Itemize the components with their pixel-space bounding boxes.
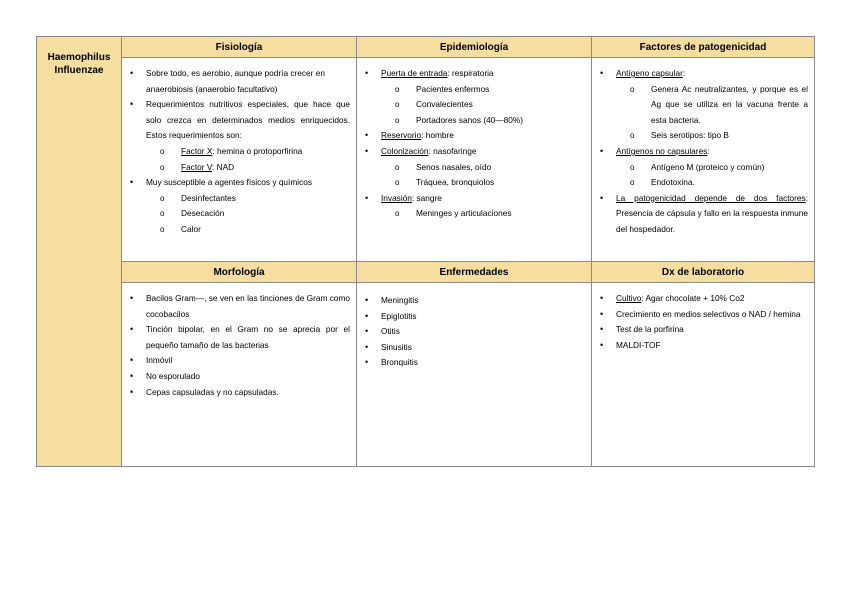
list-item: o Factor X: hemina o protoporfirina [146, 144, 350, 160]
list-item: • Bacilos Gram—, se ven en las tinciones de Gram como cocobacilos [126, 291, 350, 322]
list-item: • Epiglotitis [361, 309, 585, 325]
list-item: o Genera Ac neutralizantes, y porque es el Ag que se utiliza en la vacuna frente a esta bacteria. [616, 82, 808, 129]
fisiologia-cell [122, 58, 357, 262]
list-item: • Colonización: nasofaringe o Senos nasales, oído o Tráquea, bronquiolos [361, 144, 585, 191]
list-item: o Antígeno M (proteico y común) [616, 160, 808, 176]
list-item: • Muy susceptible a agentes físicos y químicos o Desinfectantes o Desecación o Calor [126, 175, 350, 237]
list-item: o Pacientes enfermos [381, 82, 585, 98]
header-factores: Factores de patogenicidad [592, 37, 815, 58]
list-item: • Requerimientos nutritivos especiales, que hace que solo crezca en determinados medios enriquecidos. Estos requerimientos son: o Factor X: hemina o protoporfirina o Factor V: NAD [126, 97, 350, 175]
list-item: • Antígenos no capsulares: o Antígeno M (proteico y común) o Endotoxina. [596, 144, 808, 191]
list-item: o Senos nasales, oído [381, 160, 585, 176]
list-item: • Invasión: sangre o Meninges y articulaciones [361, 191, 585, 222]
list-item: • Puerta de entrada: respiratoria o Pacientes enfermos o Convalecientes o Portadores sanos (40—80%) [361, 66, 585, 128]
list-item: • Antígeno capsular: o Genera Ac neutralizantes, y porque es el Ag que se utiliza en la vacuna frente a esta bacteria. o Seis serotipos: tipo B [596, 66, 808, 144]
list-item: o Portadores sanos (40—80%) [381, 113, 585, 129]
enfermedades-cell [357, 283, 592, 467]
dx-cell [592, 283, 815, 467]
factores-cell [592, 58, 815, 262]
list-item: • La patogenicidad depende de dos factores: Presencia de cápsula y fallo en la respuesta inmune del hospedador. [596, 191, 808, 238]
list-item: • Bronquitis [361, 355, 585, 371]
header-enfermedades: Enfermedades [357, 262, 592, 283]
list-item: o Factor V: NAD [146, 160, 350, 176]
morfologia-cell [122, 283, 357, 467]
list-item: o Convalecientes [381, 97, 585, 113]
list-item: • Sinusitis [361, 340, 585, 356]
header-dx: Dx de laboratorio [592, 262, 815, 283]
list-item: • MALDI-TOF [596, 338, 808, 354]
list-item: • Cepas capsuladas y no capsuladas. [126, 385, 350, 401]
list-item: • Test de la porfirina [596, 322, 808, 338]
list-item: • Crecimiento en medios selectivos o NAD / hemina [596, 307, 808, 323]
list-item: o Seis serotipos: tipo B [616, 128, 808, 144]
list-item: • Reservorio: hombre [361, 128, 585, 144]
list-item: o Tráquea, bronquiolos [381, 175, 585, 191]
list-item: o Endotoxina. [616, 175, 808, 191]
organism-label: Haemophilus Influenzae [37, 37, 122, 467]
list-item: • Meningitis [361, 293, 585, 309]
list-item: o Meninges y articulaciones [381, 206, 585, 222]
list-item: • Sobre todo, es aerobio, aunque podría crecer en anaerobiosis (anaerobio facultativo) [126, 66, 350, 97]
list-item: • Inmóvil [126, 353, 350, 369]
header-morfologia: Morfología [122, 262, 357, 283]
summary-table [36, 36, 815, 467]
list-item: • Otitis [361, 324, 585, 340]
list-item: o Calor [146, 222, 350, 238]
list-item: o Desecación [146, 206, 350, 222]
list-item: o Desinfectantes [146, 191, 350, 207]
list-item: • No esporulado [126, 369, 350, 385]
header-epidemiologia: Epidemiología [357, 37, 592, 58]
list-item: • Cultivo: Agar chocolate + 10% Co2 [596, 291, 808, 307]
epidemiologia-cell [357, 58, 592, 262]
header-fisiologia: Fisiología [122, 37, 357, 58]
list-item: • Tinción bipolar, en el Gram no se aprecia por el pequeño tamaño de las bacterias [126, 322, 350, 353]
